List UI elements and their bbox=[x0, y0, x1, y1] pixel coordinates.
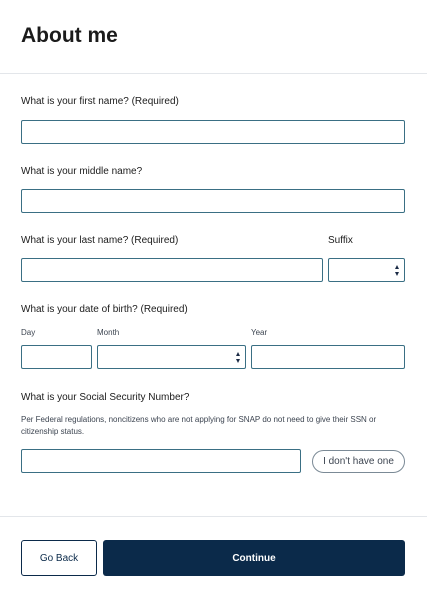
last-name-label: What is your last name? (Required) bbox=[21, 235, 179, 246]
dob-month-label: Month bbox=[97, 328, 120, 337]
dob-year-input[interactable] bbox=[251, 345, 405, 369]
suffix-label: Suffix bbox=[328, 235, 353, 246]
header-divider bbox=[0, 73, 427, 74]
first-name-input[interactable] bbox=[21, 120, 405, 144]
continue-button[interactable]: Continue bbox=[103, 540, 405, 576]
ssn-label: What is your Social Security Number? bbox=[21, 392, 190, 403]
select-arrows-icon bbox=[395, 265, 400, 276]
middle-name-input[interactable] bbox=[21, 189, 405, 213]
dob-label: What is your date of birth? (Required) bbox=[21, 304, 188, 315]
dob-day-input[interactable] bbox=[21, 345, 92, 369]
first-name-label: What is your first name? (Required) bbox=[21, 96, 179, 107]
select-arrows-icon bbox=[236, 352, 241, 363]
last-name-input[interactable] bbox=[21, 258, 323, 282]
footer-divider bbox=[0, 516, 427, 517]
ssn-hint: Per Federal regulations, noncitizens who are not applying for SNAP do not need to give their SSN or citizenship status. bbox=[21, 415, 377, 436]
ssn-input[interactable] bbox=[21, 449, 301, 473]
dob-day-label: Day bbox=[21, 328, 36, 337]
go-back-button[interactable]: Go Back bbox=[21, 540, 97, 576]
suffix-select[interactable] bbox=[328, 258, 405, 282]
no-ssn-button[interactable]: I don't have one bbox=[312, 450, 405, 473]
page-title: About me bbox=[21, 24, 118, 47]
middle-name-label: What is your middle name? bbox=[21, 166, 143, 177]
dob-month-select[interactable] bbox=[97, 345, 246, 369]
dob-year-label: Year bbox=[251, 328, 268, 337]
